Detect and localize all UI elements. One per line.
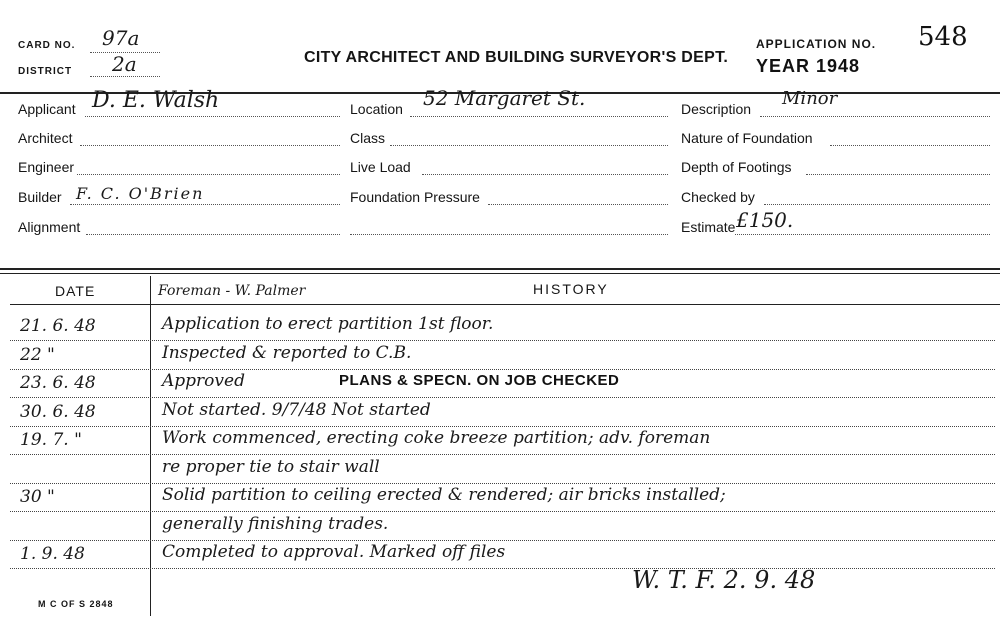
history-row-line bbox=[10, 568, 995, 569]
applicant-value: D. E. Walsh bbox=[92, 88, 220, 113]
history-entry: Work commenced, erecting coke breeze partition; adv. foreman bbox=[162, 428, 711, 448]
depth-of-footings-label: Depth of Footings bbox=[681, 159, 792, 175]
class-line bbox=[390, 145, 668, 146]
architect-line bbox=[80, 145, 340, 146]
history-row-line bbox=[10, 540, 995, 541]
engineer-line bbox=[77, 174, 340, 175]
history-date: 23. 6. 48 bbox=[20, 373, 96, 393]
description-value: Minor bbox=[782, 88, 838, 109]
district-label: DISTRICT bbox=[18, 66, 73, 77]
history-entry: Completed to approval. Marked off files bbox=[162, 542, 506, 562]
location-line bbox=[410, 116, 668, 117]
history-entry: re proper tie to stair wall bbox=[162, 456, 380, 477]
history-row-line bbox=[10, 426, 995, 427]
history-date: 30 " bbox=[20, 487, 55, 507]
history-entry: Solid partition to ceiling erected & rendered; air bricks installed; bbox=[162, 485, 726, 505]
history-date: 1. 9. 48 bbox=[20, 544, 85, 564]
history-row-line bbox=[10, 454, 995, 455]
applicant-label: Applicant bbox=[18, 101, 76, 117]
year-label: YEAR 1948 bbox=[756, 56, 861, 76]
card-no-label: CARD NO. bbox=[18, 40, 76, 51]
estimate-value: £150. bbox=[736, 208, 794, 232]
live-load-label: Live Load bbox=[350, 159, 411, 175]
card-no-value: 97a bbox=[102, 26, 140, 50]
estimate-line bbox=[735, 234, 990, 235]
depth-line bbox=[806, 174, 990, 175]
history-divider-top bbox=[0, 268, 1000, 270]
date-header: DATE bbox=[55, 283, 96, 299]
checked-line bbox=[764, 204, 990, 205]
nature-line bbox=[830, 145, 990, 146]
inspector-signature: W. T. F. 2. 9. 48 bbox=[632, 566, 816, 594]
history-row-line bbox=[10, 511, 995, 512]
builder-line bbox=[70, 204, 340, 205]
alignment-label: Alignment bbox=[18, 219, 81, 235]
application-no-value: 548 bbox=[918, 22, 968, 52]
engineer-label: Engineer bbox=[18, 159, 75, 175]
history-row-line bbox=[10, 397, 995, 398]
architect-label: Architect bbox=[18, 130, 73, 146]
column2-blank-line bbox=[350, 234, 668, 235]
application-no-label: APPLICATION NO. bbox=[756, 37, 877, 51]
class-label: Class bbox=[350, 130, 386, 146]
history-entry: generally finishing trades. bbox=[162, 513, 389, 534]
column-header-divider bbox=[10, 304, 1000, 305]
form-code: M C OF S 2848 bbox=[38, 599, 114, 609]
nature-of-foundation-label: Nature of Foundation bbox=[681, 130, 813, 146]
date-column-divider bbox=[150, 276, 151, 616]
location-value: 52 Margaret St. bbox=[423, 86, 586, 110]
history-row-line bbox=[10, 483, 995, 484]
history-row-line bbox=[10, 369, 995, 370]
history-entry: Not started. 9/7/48 Not started bbox=[162, 399, 431, 420]
history-divider-bottom bbox=[0, 273, 1000, 274]
history-row-line bbox=[10, 340, 995, 341]
history-date: 30. 6. 48 bbox=[20, 401, 96, 422]
foundation-pressure-line bbox=[488, 204, 668, 205]
history-date: 22 " bbox=[20, 344, 55, 365]
district-line bbox=[90, 76, 160, 77]
history-entry: Inspected & reported to C.B. bbox=[162, 342, 412, 363]
estimate-label: Estimate bbox=[681, 219, 736, 235]
description-label: Description bbox=[681, 101, 752, 117]
district-value: 2a bbox=[112, 52, 137, 76]
location-label: Location bbox=[350, 101, 403, 117]
builder-label: Builder bbox=[18, 189, 62, 205]
checked-stamp: PLANS & SPECN. ON JOB CHECKED bbox=[339, 372, 620, 389]
foreman-note: Foreman - W. Palmer bbox=[158, 283, 306, 299]
builder-value: F. C. O'Brien bbox=[76, 184, 205, 203]
checked-by-label: Checked by bbox=[681, 189, 755, 205]
foundation-pressure-label: Foundation Pressure bbox=[350, 189, 480, 205]
history-header: HISTORY bbox=[533, 281, 609, 297]
alignment-line bbox=[86, 234, 340, 235]
live-load-line bbox=[422, 174, 668, 175]
history-entry: Application to erect partition 1st floor. bbox=[162, 314, 494, 334]
department-title: CITY ARCHITECT AND BUILDING SURVEYOR'S DEPT. bbox=[304, 49, 729, 66]
description-line bbox=[760, 116, 990, 117]
history-entry: Approved bbox=[162, 371, 245, 391]
history-date: 21. 6. 48 bbox=[20, 316, 96, 336]
applicant-line bbox=[85, 116, 340, 117]
history-date: 19. 7. " bbox=[20, 430, 82, 450]
